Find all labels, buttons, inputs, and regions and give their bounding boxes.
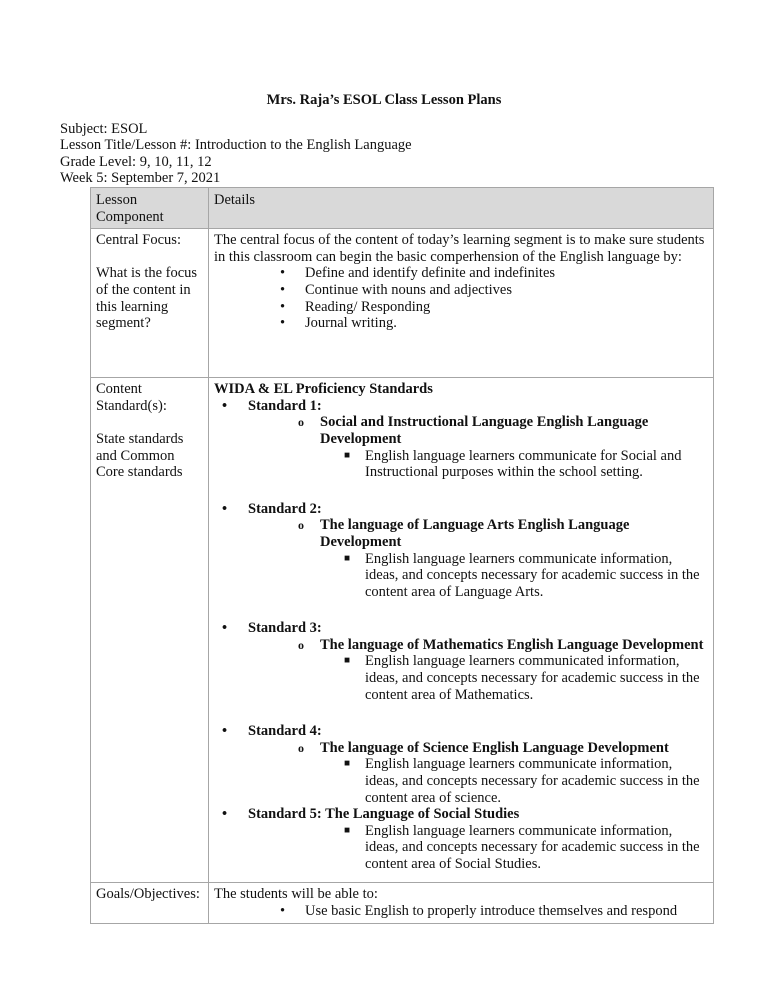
header-lesson-component: Lesson Component xyxy=(91,187,209,228)
circle-bullet-icon: o xyxy=(298,637,304,652)
table-row-central-focus xyxy=(91,229,714,378)
square-bullet-icon: ■ xyxy=(344,758,351,770)
table-header-row xyxy=(91,187,714,228)
standard-2-detail: ■ English language learners communicate information, ideas, and concepts necessary for academic success in the content area of Language Arts. xyxy=(344,550,700,600)
bullet-icon: • xyxy=(280,265,286,282)
content-standards-label: Content Standard(s): xyxy=(96,381,167,414)
standard-5: • Standard 5: The Language of Social Studies xyxy=(222,806,520,823)
goals-details-cell xyxy=(209,883,714,924)
standard-1: • Standard 1: xyxy=(222,397,322,414)
standard-4: • Standard 4: xyxy=(222,723,322,740)
standard-2-sub: o The language of Language Arts English Language Development xyxy=(298,517,630,550)
bullet-icon: • xyxy=(280,281,286,298)
lesson-meta xyxy=(60,121,768,187)
list-item: • Journal writing. xyxy=(280,315,397,332)
goals-label: Goals/Objectives: xyxy=(96,886,200,903)
subject-line: Subject: ESOL xyxy=(60,120,148,137)
header-details: Details xyxy=(209,187,714,228)
content-standards-question: State standards and Common Core standards xyxy=(96,430,184,481)
bullet-icon: • xyxy=(222,397,228,414)
standard-1-sub: o Social and Instructional Language English Language Development xyxy=(298,414,649,447)
central-focus-details-cell xyxy=(209,229,714,378)
lesson-title-line: Lesson Title/Lesson #: Introduction to the English Language xyxy=(60,137,412,154)
standard-4-detail: ■ English language learners communicate information, ideas, and concepts necessary for academic success in the content area of science. xyxy=(344,756,700,806)
square-bullet-icon: ■ xyxy=(344,824,351,836)
document-title: Mrs. Raja’s ESOL Class Lesson Plans xyxy=(266,92,502,108)
bullet-icon: • xyxy=(222,723,228,740)
standards-heading: WIDA & EL Proficiency Standards xyxy=(214,381,433,398)
bullet-icon: • xyxy=(222,620,228,637)
lesson-plan-table xyxy=(90,187,714,924)
list-item: • Use basic English to properly introduce themselves and respond xyxy=(280,902,678,919)
standard-2: • Standard 2: xyxy=(222,500,322,517)
bullet-icon: • xyxy=(222,500,228,517)
list-item: • Reading/ Responding xyxy=(280,298,431,315)
content-standards-details-cell xyxy=(209,378,714,883)
central-focus-label-cell xyxy=(91,229,209,378)
standard-5-detail: ■ English language learners communicate information, ideas, and concepts necessary for academic success in the content area of Social Studies. xyxy=(344,822,700,872)
circle-bullet-icon: o xyxy=(298,415,304,430)
square-bullet-icon: ■ xyxy=(344,449,351,461)
standard-3-sub: o The language of Mathematics English Language Development xyxy=(298,636,704,653)
grade-level-line: Grade Level: 9, 10, 11, 12 xyxy=(60,153,212,170)
table-row-goals xyxy=(91,883,714,924)
standard-1-detail: ■ English language learners communicate for Social and Instructional purposes within the school setting. xyxy=(344,447,682,481)
central-focus-intro: The central focus of the content of today’s learning segment is to make sure students in this classroom can begin the basic comperhension of the English language by: xyxy=(214,232,705,265)
central-focus-question: What is the focus of the content in this learning segment? xyxy=(96,265,198,332)
bullet-icon: • xyxy=(222,806,228,823)
square-bullet-icon: ■ xyxy=(344,655,351,667)
standard-4-sub: o The language of Science English Language Development xyxy=(298,739,669,756)
week-line: Week 5: September 7, 2021 xyxy=(60,170,221,187)
bullet-icon: • xyxy=(280,298,286,315)
bullet-icon: • xyxy=(280,315,286,332)
content-standards-label-cell xyxy=(91,378,209,883)
list-item: • Define and identify definite and indefinites xyxy=(280,265,556,282)
square-bullet-icon: ■ xyxy=(344,552,351,564)
list-item: • Continue with nouns and adjectives xyxy=(280,281,512,298)
central-focus-label: Central Focus: xyxy=(96,232,181,249)
bullet-icon: • xyxy=(280,902,286,919)
table-row-content-standards xyxy=(91,378,714,883)
goals-label-cell xyxy=(91,883,209,924)
standard-3-detail: ■ English language learners communicated information, ideas, and concepts necessary for academic success in the content area of Mathematics. xyxy=(344,653,700,703)
circle-bullet-icon: o xyxy=(298,518,304,533)
goals-intro: The students will be able to: xyxy=(214,886,378,903)
standard-3: • Standard 3: xyxy=(222,620,322,637)
circle-bullet-icon: o xyxy=(298,740,304,755)
